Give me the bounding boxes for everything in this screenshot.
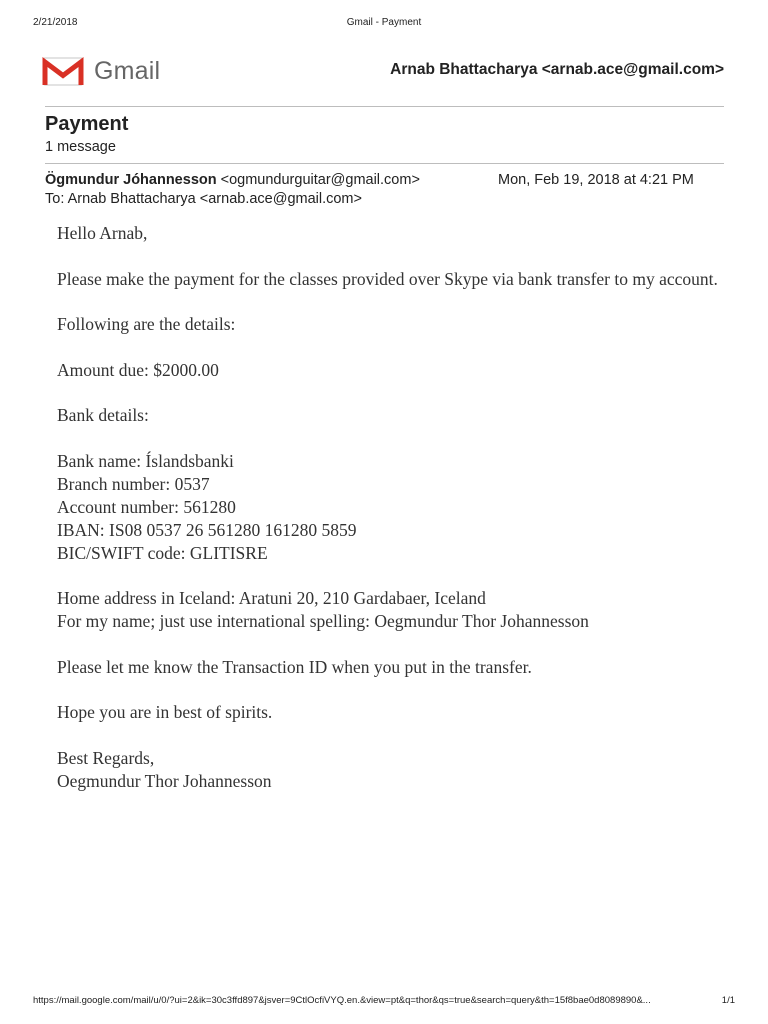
home-address: Home address in Iceland: Aratuni 20, 210 Gardabaer, Iceland: [57, 588, 486, 608]
divider: [45, 163, 724, 164]
transaction-request: Please let me know the Transaction ID when you put in the transfer.: [57, 656, 532, 677]
signature: Oegmundur Thor Johannesson: [57, 770, 272, 791]
print-title: Gmail - Payment: [346, 17, 422, 28]
amount-due: Amount due: $2000.00: [57, 359, 219, 380]
recipient-line: To: Arnab Bhattacharya <arnab.ace@gmail.com>: [45, 191, 362, 207]
branch-number: Branch number: 0537: [57, 473, 210, 494]
gmail-wordmark: Gmail: [94, 56, 161, 85]
body-paragraph: Following are the details:: [57, 314, 236, 334]
body-paragraph: Please make the payment for the classes provided over Skype via bank transfer to my account.: [57, 268, 718, 289]
message-body: [57, 222, 737, 793]
greeting: Hello Arnab,: [57, 223, 148, 243]
name-note: For my name; just use international spelling: Oegmundur Thor Johannesson: [57, 611, 589, 631]
page-number: 1/1: [721, 995, 735, 1006]
account-name: Arnab Bhattacharya <arnab.ace@gmail.com>: [390, 61, 724, 78]
print-header: [0, 17, 768, 31]
divider: [45, 106, 724, 107]
bic-swift: BIC/SWIFT code: GLITISRE: [57, 542, 268, 563]
sender-name: Ögmundur Jóhannesson: [45, 172, 217, 188]
message-count: 1 message: [45, 139, 116, 155]
page-url: https://mail.google.com/mail/u/0/?ui=2&ik=30c3ffd897&jsver=9CtlOcfiVYQ.en.&view=pt&q=thor&qs=true&search=query&th=15f8bae0d8089890&...: [33, 995, 651, 1006]
iban: IBAN: IS08 0537 26 561280 161280 5859: [57, 519, 357, 540]
thread-subject: Payment: [45, 113, 129, 135]
sender-line: [45, 172, 694, 188]
print-footer: [0, 995, 768, 1009]
print-date: 2/21/2018: [33, 17, 78, 28]
sender-email: <ogmundurguitar@gmail.com>: [220, 172, 420, 188]
account-number: Account number: 561280: [57, 496, 236, 517]
closing-wish: Hope you are in best of spirits.: [57, 702, 273, 722]
bank-name: Bank name: Íslandsbanki: [57, 450, 234, 471]
gmail-m-icon: [42, 56, 84, 86]
bank-details-heading: Bank details:: [57, 405, 149, 425]
gmail-logo: [42, 55, 160, 87]
regards: Best Regards,: [57, 747, 155, 768]
message-date: Mon, Feb 19, 2018 at 4:21 PM: [498, 172, 694, 188]
